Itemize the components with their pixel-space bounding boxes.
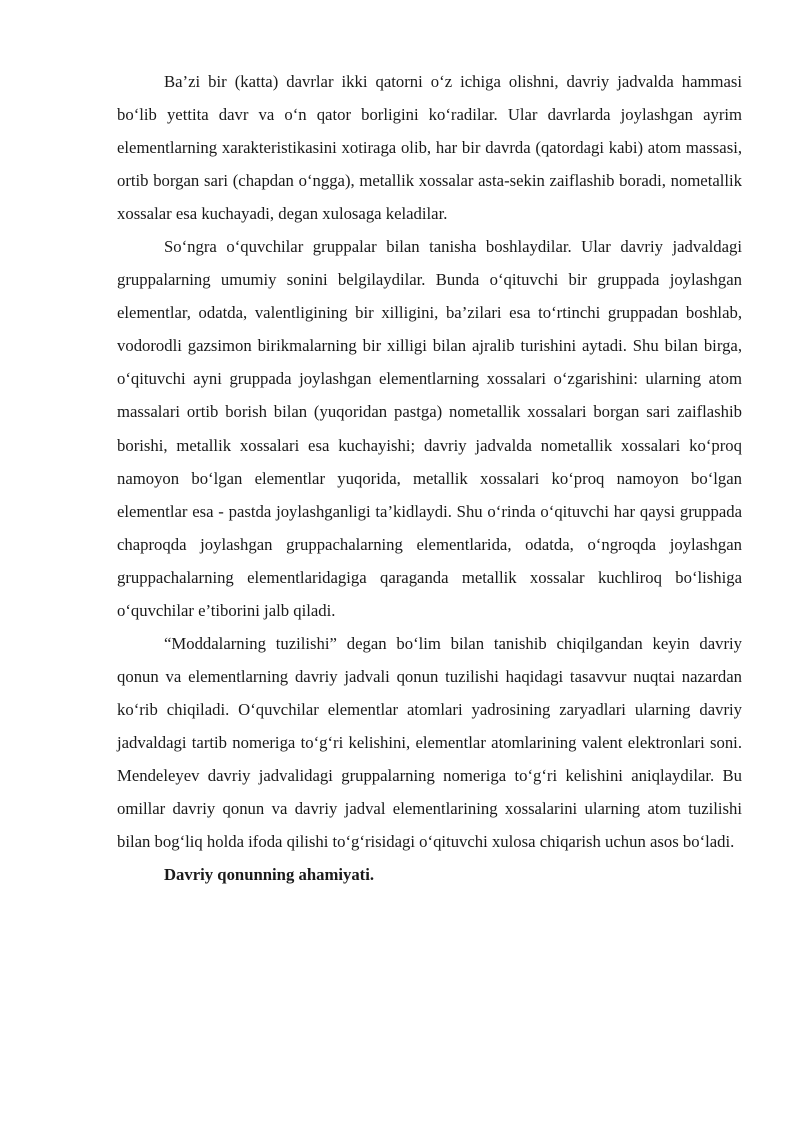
paragraph-groups: So‘ngra o‘quvchilar gruppalar bilan tanisha boshlaydilar. Ular davriy jadvaldagi gruppalarning umumiy sonini belgilaydilar. Bunda o‘qituvchi bir gruppada joylashgan elementlar, odatda, valentligining bir xilligini, ba’zilari esa to‘rtinchi gruppadan boshlab, vodorodli gazsimon birikmalarning bir xilligi bilan ajralib turishini aytadi. Shu bilan birga, o‘qituvchi ayni gruppada joylashgan elementlarning xossalari o‘zgarishini: ularning atom massalari ortib borish bilan (yuqoridan pastga) nometallik xossalari borgan sari zaiflashib borishi, metallik xossalari esa kuchayishi; davriy jadvalda nometallik xossalari ko‘proq namoyon bo‘lgan elementlar yuqorida, metallik xossalari ko‘proq namoyon bo‘lgan elementlar esa - pastda joylashganligi ta’kidlaydi. Shu o‘rinda o‘qituvchi har qaysi gruppada chaproqda joylashgan gruppachalarning elementlarida, odatda, o‘ngroqda joylashgan gruppachalarning elementlaridagiga qaraganda metallik xossalar kuchliroq bo‘lishiga o‘quvchilar e’tiborini jalb qiladi.	[117, 237, 742, 620]
section-heading: Davriy qonunning ahamiyati.	[164, 865, 375, 885]
paragraph-periods: Ba’zi bir (katta) davrlar ikki qatorni o‘z ichiga olishni, davriy jadvalda hammasi bo‘lib yettita davr va o‘n qator borligini ko‘radilar. Ular davrlarda joylashgan ayrim elementlarning xarakteristikasini xotiraga olib, har bir davrda (qatordagi kabi) atom massasi, ortib borgan sari (chapdan o‘ngga), metallik xossalar asta-sekin zaiflashib boradi, nometallik xossalar esa kuchayadi, degan xulosaga keladilar.	[117, 72, 742, 224]
paragraph-structure: “Moddalarning tuzilishi” degan bo‘lim bilan tanishib chiqilgandan keyin davriy qonun va elementlarning davriy jadvali qonun tuzilishi haqidagi tasavvur nuqtai nazardan ko‘rib chiqiladi. O‘quvchilar elementlar atomlari yadrosining zaryadlari ularning davriy jadvaldagi tartib nomeriga to‘g‘ri kelishini, elementlar atomlarining valent elektronlari soni. Mendeleyev davriy jadvalidagi gruppalarning nomeriga to‘g‘ri kelishini aniqlaydilar. Bu omillar davriy qonun va davriy jadval elementlarining xossalarini ularning atom tuzilishi bilan bog‘liq holda ifoda qilishi to‘g‘risidagi o‘qituvchi xulosa chiqarish uchun asos bo‘ladi.	[117, 633, 742, 852]
document-page	[117, 65, 742, 891]
